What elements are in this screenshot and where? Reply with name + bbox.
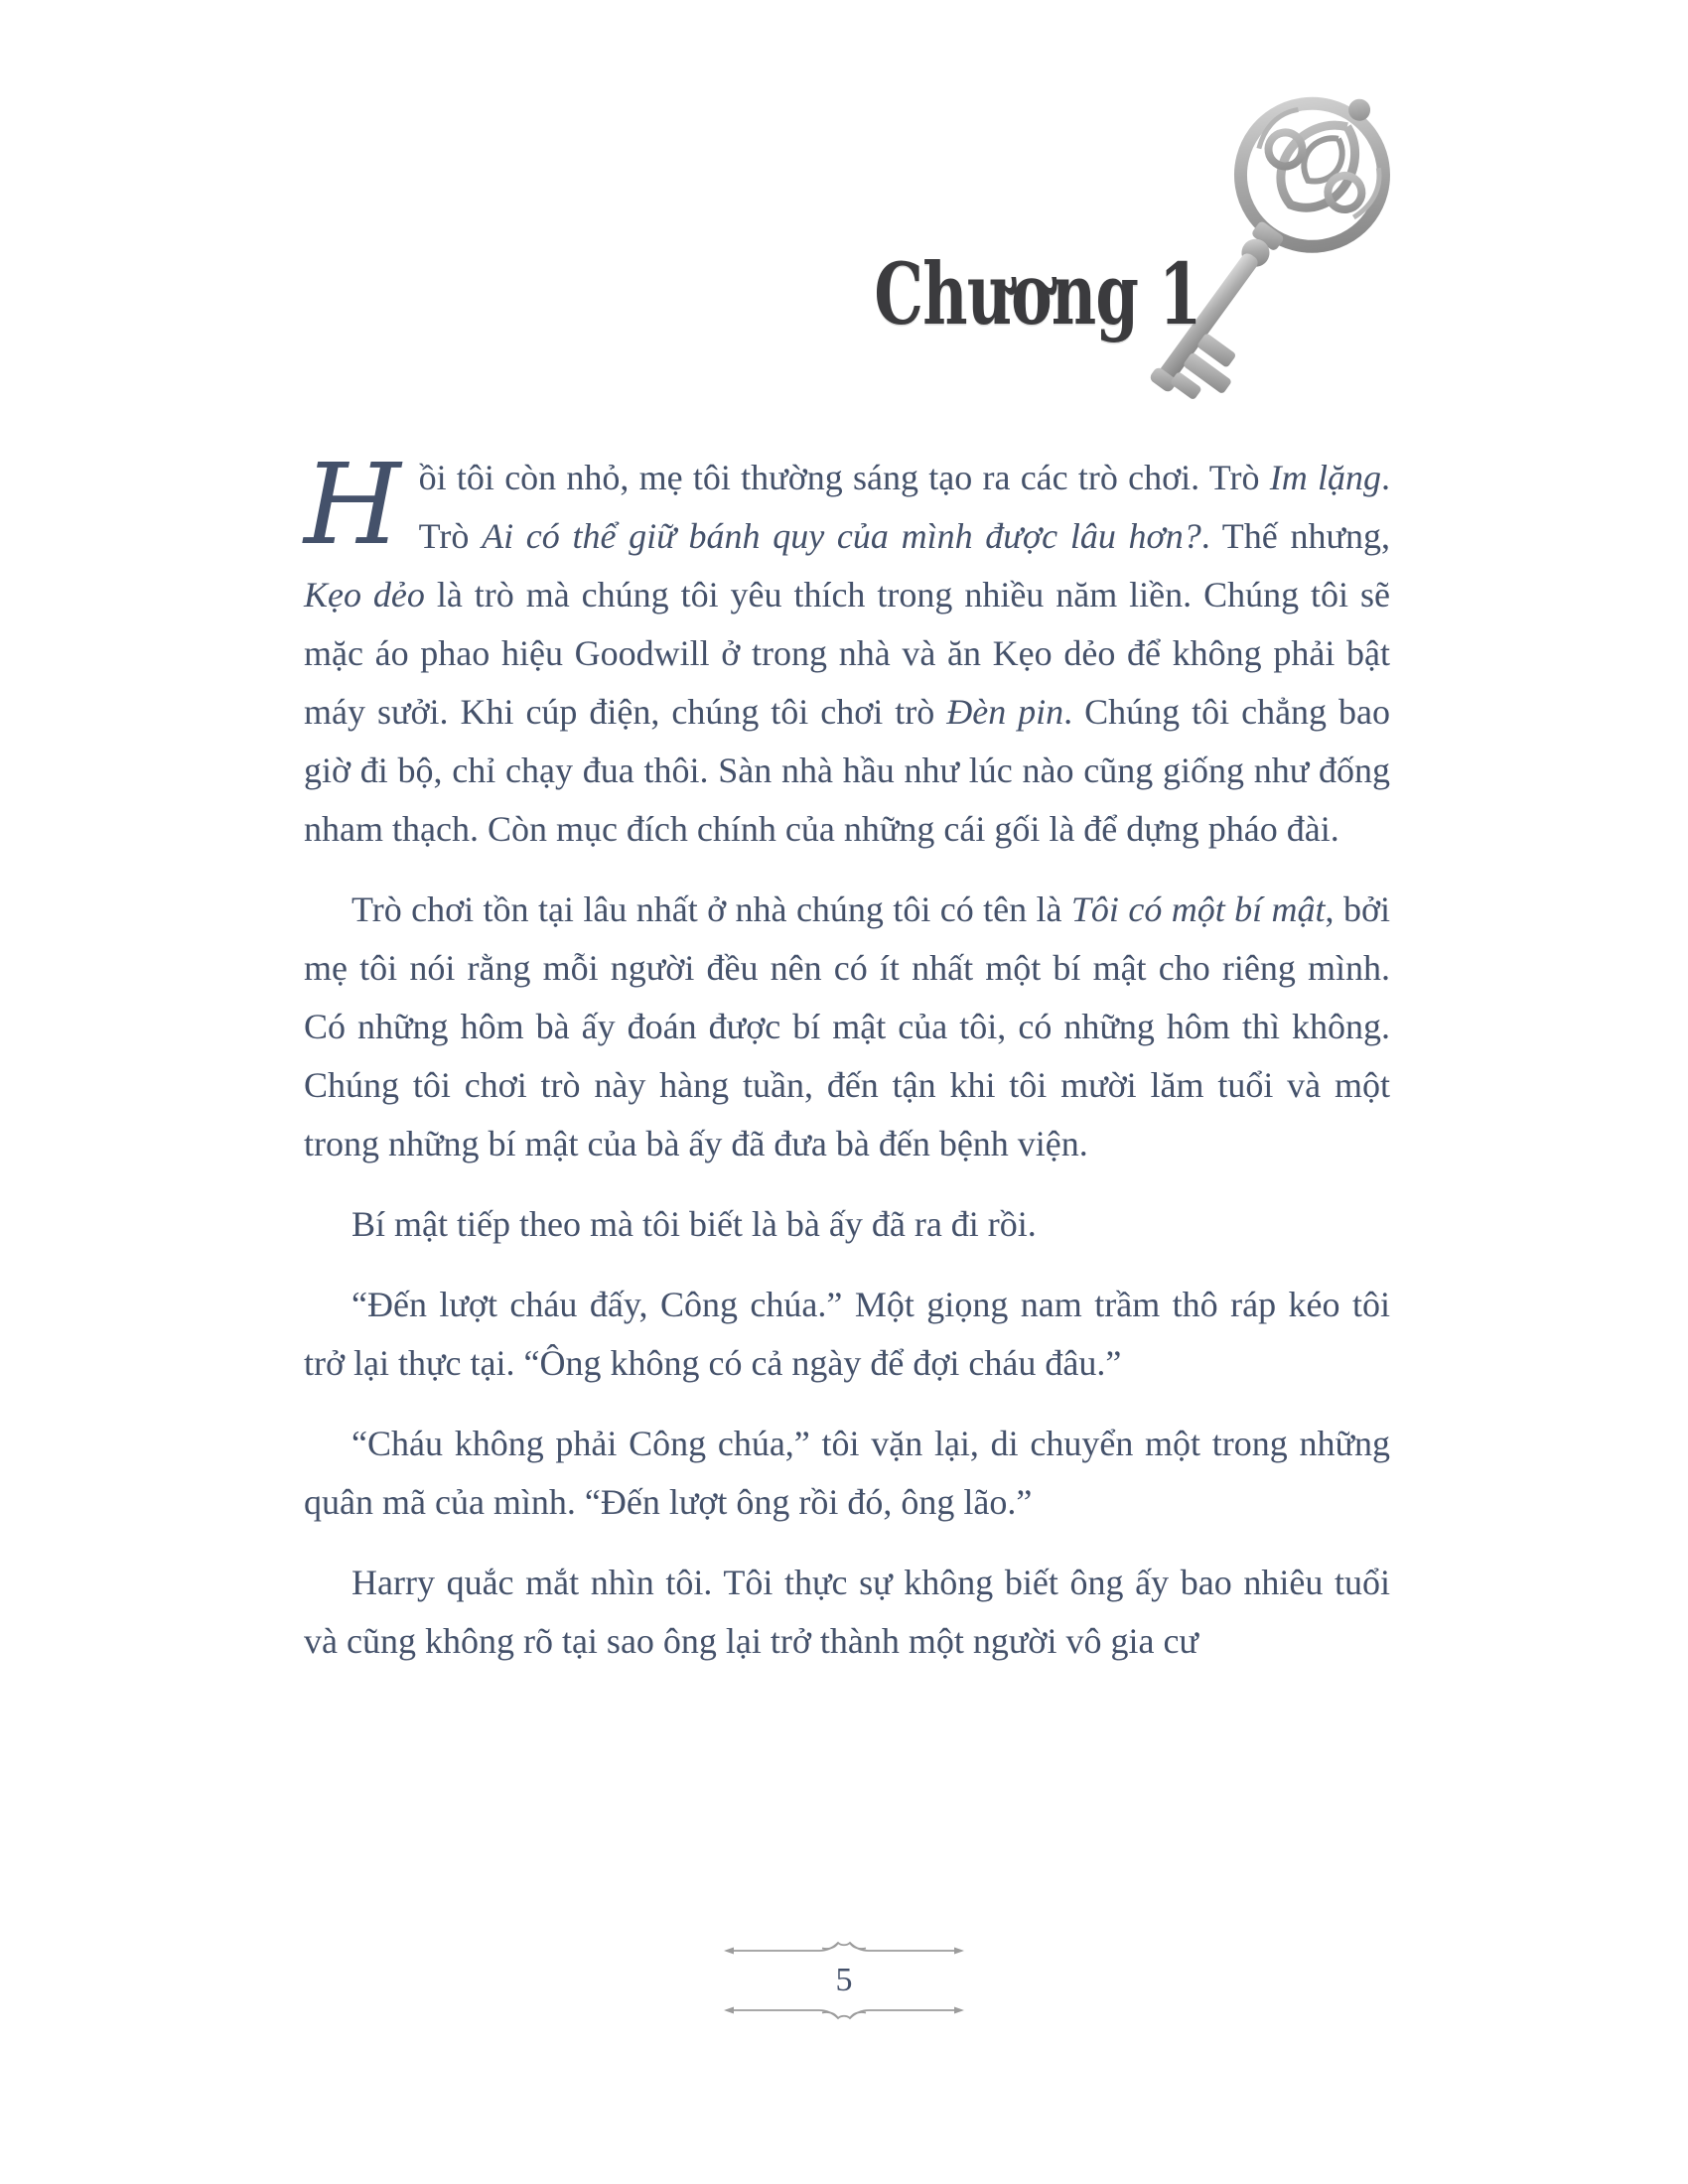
text-run: . Thế nhưng, [1200, 516, 1390, 556]
chapter-title: Chương 1 [874, 244, 1201, 344]
paragraph [304, 1554, 1390, 1671]
drop-cap: H [304, 441, 401, 570]
text-run: , bởi mẹ tôi nói rằng mỗi người đều nên có ít nhất một bí mật cho riêng mình. Có những hôm bà ấy đoán được bí mật của tôi, có những hôm thì không. Chúng tôi chơi trò này hàng tuần, đến tận khi tôi mười lăm tuổi và một trong những bí mật của bà ấy đã đưa bà đến bệnh viện. [304, 889, 1390, 1163]
text-run: ồi tôi còn nhỏ, mẹ tôi thường sáng tạo ra các trò chơi. Trò [418, 458, 1270, 497]
text-run: Harry quắc mắt nhìn tôi. Tôi thực sự không biết ông ấy bao nhiêu tuổi và cũng không rõ tại sao ông lại trở thành một người vô gia cư [304, 1563, 1390, 1661]
paragraph [304, 1415, 1390, 1532]
paragraph [304, 881, 1390, 1173]
italic-run: Ai có thể giữ bánh quy của mình được lâu hơn? [482, 516, 1201, 556]
text-run: Bí mật tiếp theo mà tôi biết là bà ấy đã ra đi rồi. [352, 1204, 1037, 1244]
page-footer [0, 1938, 1688, 2023]
paragraph [304, 441, 1390, 859]
paragraph [304, 1276, 1390, 1393]
italic-run: Đèn pin [946, 692, 1064, 732]
text-run: . Trò [418, 458, 1390, 556]
text-run: Trò chơi tồn tại lâu nhất ở nhà chúng tôi có tên là [352, 889, 1071, 929]
italic-run: Im lặng [1269, 458, 1381, 497]
text-run: . Chúng tôi chẳng bao giờ đi bộ, chỉ chạy đua thôi. Sàn nhà hầu như lúc nào cũng giống như đống nham thạch. Còn mục đích chính của những cái gối là để dựng pháo đài. [304, 692, 1390, 849]
flourish-divider-icon [720, 2003, 968, 2023]
flourish-divider-icon [720, 1938, 968, 1958]
italic-run: Tôi có một bí mật [1070, 889, 1326, 929]
text-run: là trò mà chúng tôi yêu thích trong nhiều năm liền. Chúng tôi sẽ mặc áo phao hiệu Goodwill ở trong nhà và ăn Kẹo dẻo để không phải bật máy sưởi. Khi cúp điện, chúng tôi chơi trò [304, 575, 1390, 732]
body-text [304, 441, 1390, 1693]
text-run: “Cháu không phải Công chúa,” tôi vặn lại, di chuyển một trong những quân mã của mình. “Đến lượt ông rồi đó, ông lão.” [304, 1424, 1390, 1522]
italic-run: Kẹo dẻo [304, 575, 425, 614]
text-run: “Đến lượt cháu đấy, Công chúa.” Một giọng nam trầm thô ráp kéo tôi trở lại thực tại. “Ông không có cả ngày để đợi cháu đâu.” [304, 1285, 1390, 1383]
paragraph [304, 1195, 1390, 1254]
page-number: 5 [835, 1962, 853, 1998]
